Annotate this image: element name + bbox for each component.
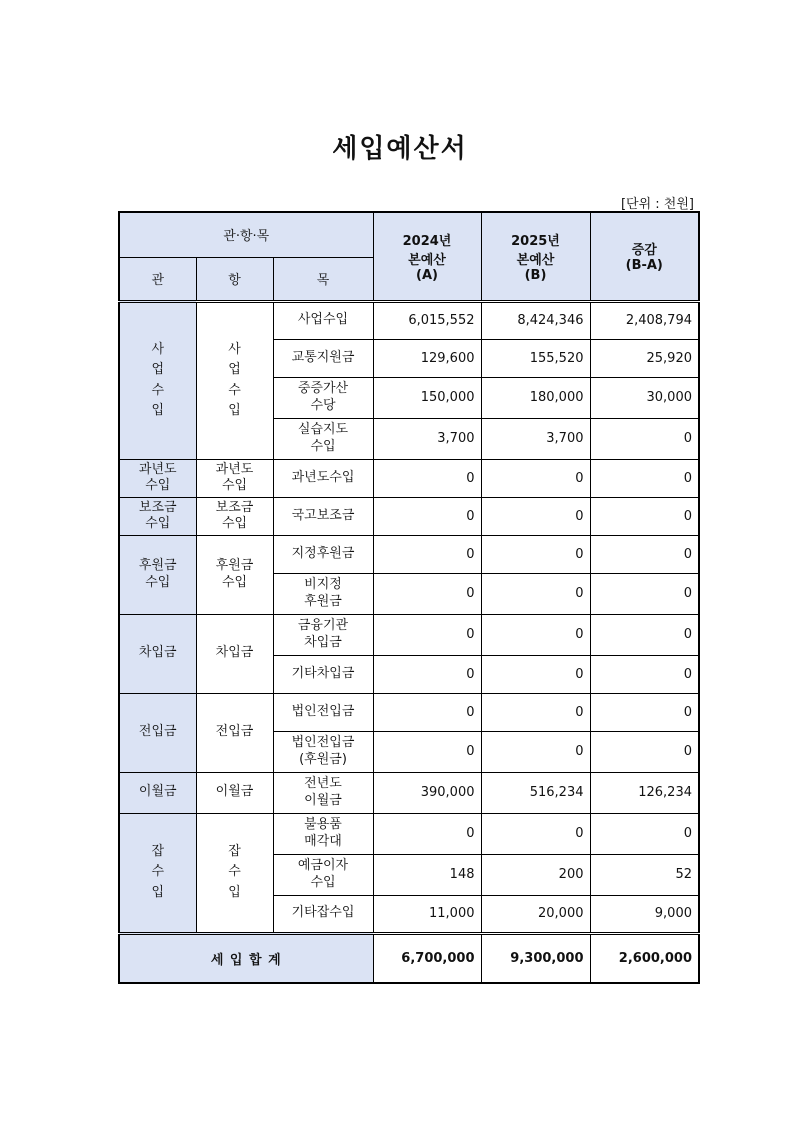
budget-2025-cell: 0 bbox=[481, 535, 590, 573]
difference-cell: 25,920 bbox=[590, 339, 699, 377]
difference-cell: 0 bbox=[590, 535, 699, 573]
total-difference: 2,600,000 bbox=[590, 933, 699, 983]
difference-cell: 0 bbox=[590, 731, 699, 772]
table-row bbox=[119, 459, 699, 497]
unit-note: [단위 : 천원] bbox=[620, 197, 694, 212]
budget-2024-cell: 0 bbox=[373, 813, 481, 854]
budget-2024-cell: 6,015,552 bbox=[373, 301, 481, 339]
mok-cell: 과년도수입 bbox=[273, 459, 373, 497]
difference-cell: 126,234 bbox=[590, 772, 699, 813]
budget-2025-cell: 200 bbox=[481, 854, 590, 895]
header-2024-budget: 2024년 본예산 (A) bbox=[373, 212, 481, 301]
difference-cell: 9,000 bbox=[590, 895, 699, 933]
table-row bbox=[119, 301, 699, 339]
table-row bbox=[119, 772, 699, 813]
table-row bbox=[119, 535, 699, 573]
difference-cell: 0 bbox=[590, 693, 699, 731]
gwan-cell: 보조금 수입 bbox=[119, 497, 196, 535]
budget-2024-cell: 150,000 bbox=[373, 377, 481, 418]
header-group-label: 관·항·목 bbox=[119, 212, 373, 257]
gwan-cell: 잡 수 입 bbox=[119, 813, 196, 933]
budget-2024-cell: 0 bbox=[373, 535, 481, 573]
revenue-budget-table bbox=[118, 211, 700, 984]
difference-cell: 30,000 bbox=[590, 377, 699, 418]
mok-cell: 국고보조금 bbox=[273, 497, 373, 535]
difference-cell: 0 bbox=[590, 573, 699, 614]
budget-2025-cell: 180,000 bbox=[481, 377, 590, 418]
hang-cell: 차입금 bbox=[196, 614, 273, 693]
page-title: 세입예산서 bbox=[332, 134, 468, 164]
budget-2025-cell: 0 bbox=[481, 655, 590, 693]
mok-cell: 법인전입금 (후원금) bbox=[273, 731, 373, 772]
budget-2025-cell: 0 bbox=[481, 614, 590, 655]
budget-2025-cell: 20,000 bbox=[481, 895, 590, 933]
hang-cell: 이월금 bbox=[196, 772, 273, 813]
mok-cell: 교통지원금 bbox=[273, 339, 373, 377]
difference-cell: 0 bbox=[590, 813, 699, 854]
mok-cell: 사업수입 bbox=[273, 301, 373, 339]
difference-cell: 0 bbox=[590, 655, 699, 693]
budget-2024-cell: 0 bbox=[373, 614, 481, 655]
budget-2025-cell: 0 bbox=[481, 497, 590, 535]
total-row bbox=[119, 933, 699, 983]
header-gwan: 관 bbox=[119, 257, 196, 301]
budget-2025-cell: 0 bbox=[481, 573, 590, 614]
budget-2025-cell: 8,424,346 bbox=[481, 301, 590, 339]
table-row bbox=[119, 693, 699, 731]
table-row bbox=[119, 614, 699, 655]
budget-2024-cell: 0 bbox=[373, 459, 481, 497]
header-mok: 목 bbox=[273, 257, 373, 301]
budget-2024-cell: 11,000 bbox=[373, 895, 481, 933]
table-body bbox=[119, 301, 699, 933]
mok-cell: 기타차입금 bbox=[273, 655, 373, 693]
budget-2025-cell: 0 bbox=[481, 459, 590, 497]
difference-cell: 52 bbox=[590, 854, 699, 895]
gwan-cell: 이월금 bbox=[119, 772, 196, 813]
header-difference: 증감 (B-A) bbox=[590, 212, 699, 301]
gwan-cell: 과년도 수입 bbox=[119, 459, 196, 497]
gwan-cell: 후원금 수입 bbox=[119, 535, 196, 614]
mok-cell: 불용품 매각대 bbox=[273, 813, 373, 854]
gwan-cell: 사 업 수 입 bbox=[119, 301, 196, 459]
header-hang: 항 bbox=[196, 257, 273, 301]
budget-2024-cell: 3,700 bbox=[373, 418, 481, 459]
mok-cell: 예금이자 수입 bbox=[273, 854, 373, 895]
budget-2024-cell: 0 bbox=[373, 497, 481, 535]
budget-2024-cell: 0 bbox=[373, 731, 481, 772]
budget-2024-cell: 0 bbox=[373, 693, 481, 731]
total-2024: 6,700,000 bbox=[373, 933, 481, 983]
total-label: 세 입 합 계 bbox=[119, 933, 373, 983]
table-row bbox=[119, 813, 699, 854]
hang-cell: 전입금 bbox=[196, 693, 273, 772]
mok-cell: 금융기관 차입금 bbox=[273, 614, 373, 655]
difference-cell: 0 bbox=[590, 497, 699, 535]
mok-cell: 기타잡수입 bbox=[273, 895, 373, 933]
budget-2024-cell: 129,600 bbox=[373, 339, 481, 377]
budget-2024-cell: 390,000 bbox=[373, 772, 481, 813]
gwan-cell: 전입금 bbox=[119, 693, 196, 772]
hang-cell: 사 업 수 입 bbox=[196, 301, 273, 459]
hang-cell: 잡 수 입 bbox=[196, 813, 273, 933]
mok-cell: 법인전입금 bbox=[273, 693, 373, 731]
hang-cell: 후원금 수입 bbox=[196, 535, 273, 614]
hang-cell: 과년도 수입 bbox=[196, 459, 273, 497]
budget-2025-cell: 3,700 bbox=[481, 418, 590, 459]
budget-2025-cell: 0 bbox=[481, 731, 590, 772]
difference-cell: 2,408,794 bbox=[590, 301, 699, 339]
budget-2024-cell: 0 bbox=[373, 573, 481, 614]
mok-cell: 지정후원금 bbox=[273, 535, 373, 573]
budget-2024-cell: 0 bbox=[373, 655, 481, 693]
difference-cell: 0 bbox=[590, 459, 699, 497]
total-2025: 9,300,000 bbox=[481, 933, 590, 983]
mok-cell: 전년도 이월금 bbox=[273, 772, 373, 813]
mok-cell: 중증가산 수당 bbox=[273, 377, 373, 418]
table-header bbox=[119, 212, 699, 301]
budget-2025-cell: 516,234 bbox=[481, 772, 590, 813]
mok-cell: 비지정 후원금 bbox=[273, 573, 373, 614]
gwan-cell: 차입금 bbox=[119, 614, 196, 693]
budget-2025-cell: 0 bbox=[481, 813, 590, 854]
header-2025-budget: 2025년 본예산 (B) bbox=[481, 212, 590, 301]
hang-cell: 보조금 수입 bbox=[196, 497, 273, 535]
difference-cell: 0 bbox=[590, 614, 699, 655]
budget-2025-cell: 0 bbox=[481, 693, 590, 731]
difference-cell: 0 bbox=[590, 418, 699, 459]
mok-cell: 실습지도 수입 bbox=[273, 418, 373, 459]
table-row bbox=[119, 497, 699, 535]
budget-2024-cell: 148 bbox=[373, 854, 481, 895]
budget-2025-cell: 155,520 bbox=[481, 339, 590, 377]
